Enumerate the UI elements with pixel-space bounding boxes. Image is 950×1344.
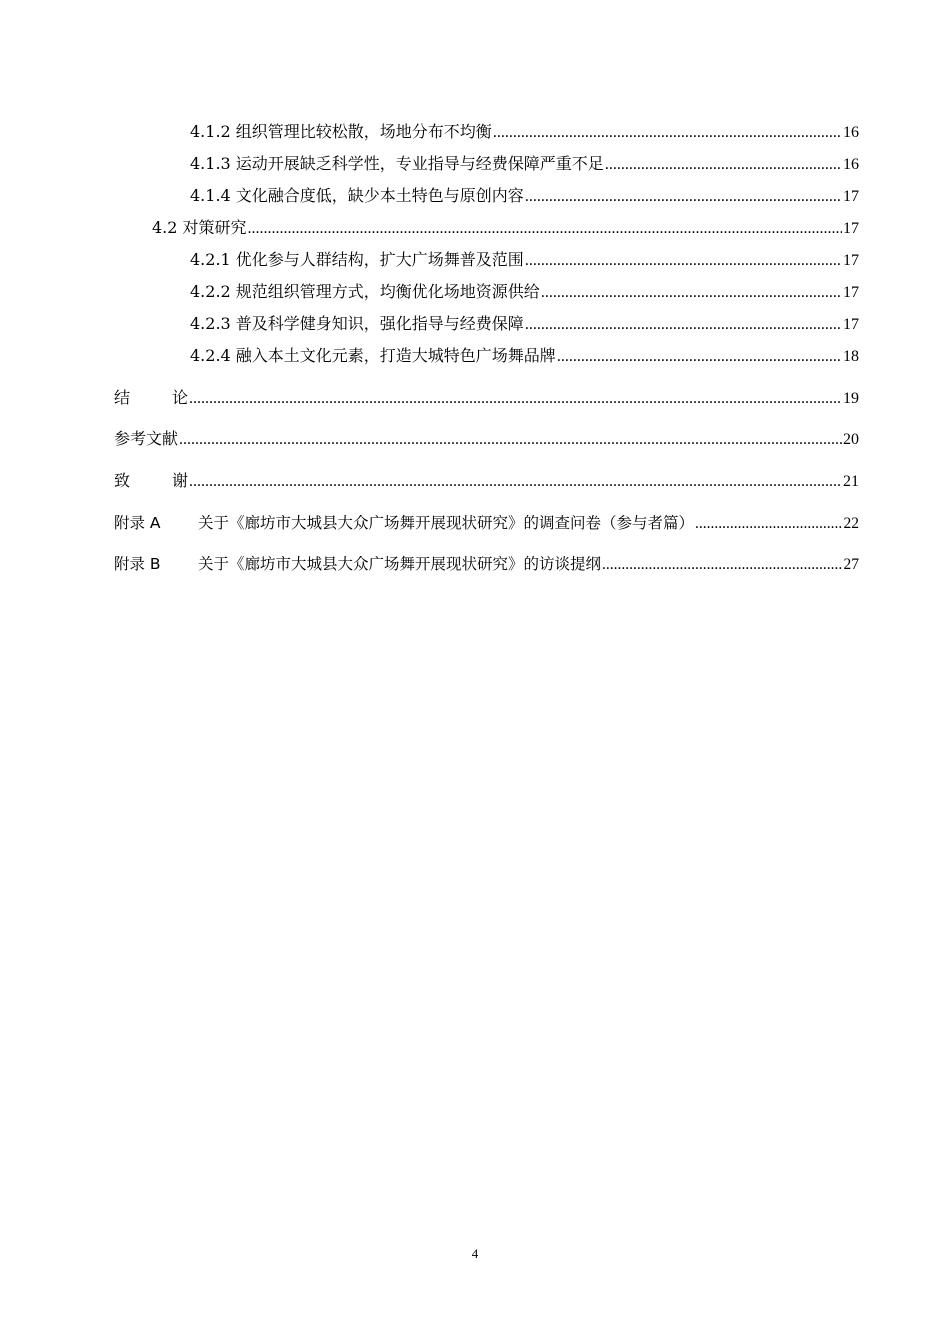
toc-leader-dots: [525, 187, 842, 207]
toc-entry-label: [114, 388, 188, 408]
toc-leader-dots: [695, 514, 842, 534]
toc-entry-label: 4.2.2 规范组织管理方式，均衡优化场地资源供给: [190, 282, 540, 301]
toc-leader-dots: [525, 251, 842, 271]
toc-entry-4-1-2[interactable]: [190, 122, 859, 143]
toc-leader-dots: [248, 219, 842, 239]
toc-entry-label: 4.2 对策研究: [152, 218, 247, 237]
toc-entry-label: [114, 471, 188, 491]
toc-entry-page: 17: [843, 284, 859, 301]
toc-entry-page: 19: [843, 390, 859, 407]
toc-entry-conclusion[interactable]: [114, 388, 859, 409]
toc-entry-page: 17: [843, 316, 859, 333]
page-number: 4: [471, 1246, 479, 1261]
toc-leader-dots: [189, 389, 842, 409]
appendix-prefix: 附录 B: [114, 555, 161, 573]
toc-entry-label: [114, 554, 601, 574]
toc-entry-4-1-4[interactable]: [190, 186, 859, 207]
toc-entry-page: 22: [843, 515, 859, 532]
toc-entry-label: 4.2.4 融入本土文化元素，打造大城特色广场舞品牌: [190, 346, 556, 365]
toc-entry-4-2[interactable]: [152, 218, 859, 239]
toc-entry-4-1-3[interactable]: [190, 154, 859, 175]
appendix-title: 关于《廊坊市大城县大众广场舞开展现状研究》的调查问卷（参与者篇）: [198, 514, 695, 532]
toc-entry-page: 18: [843, 348, 859, 365]
toc-entry-references[interactable]: [114, 429, 859, 450]
toc-leader-dots: [541, 283, 842, 303]
toc-entry-4-2-1[interactable]: [190, 250, 859, 271]
toc-leader-dots: [602, 555, 842, 575]
toc-entry-label: 4.2.1 优化参与人群结构，扩大广场舞普及范围: [190, 250, 524, 269]
toc-char: 致: [114, 471, 131, 490]
toc-entry-page: 17: [843, 188, 859, 205]
toc-entry-page: 16: [843, 124, 859, 141]
toc-leader-dots: [189, 472, 842, 492]
toc-entry-page: 17: [843, 220, 859, 237]
toc-entry-page: 17: [843, 252, 859, 269]
toc-entry-4-2-4[interactable]: [190, 346, 859, 367]
toc-leader-dots: [179, 430, 842, 450]
appendix-title: 关于《廊坊市大城县大众广场舞开展现状研究》的访谈提纲: [198, 555, 602, 573]
toc-char: 谢: [172, 471, 189, 490]
toc-entry-page: 16: [843, 156, 859, 173]
toc-entry-page: 20: [843, 431, 859, 448]
toc-leader-dots: [605, 155, 842, 175]
toc-entry-label: 4.1.4 文化融合度低，缺少本土特色与原创内容: [190, 186, 524, 205]
appendix-prefix: 附录 A: [114, 514, 161, 532]
toc-leader-dots: [557, 347, 842, 367]
toc-char: 论: [172, 388, 189, 407]
toc-entry-page: 21: [843, 473, 859, 490]
toc-entry-label: [114, 513, 694, 533]
toc-entry-acknowledgements[interactable]: [114, 471, 859, 492]
toc-entry-page: 27: [843, 556, 859, 573]
toc-entry-label: 4.1.3 运动开展缺乏科学性，专业指导与经费保障严重不足: [190, 154, 604, 173]
toc-char: 结: [114, 388, 131, 407]
toc-leader-dots: [525, 315, 842, 335]
toc-entry-appendix-a[interactable]: [114, 513, 859, 534]
toc-entry-appendix-b[interactable]: [114, 554, 859, 575]
toc-entry-4-2-2[interactable]: [190, 282, 859, 303]
toc-entry-4-2-3[interactable]: [190, 314, 859, 335]
toc-leader-dots: [493, 123, 842, 143]
toc-entry-label: 4.2.3 普及科学健身知识，强化指导与经费保障: [190, 314, 524, 333]
toc-entry-label: 参考文献: [114, 429, 179, 448]
toc-entry-label: 4.1.2 组织管理比较松散，场地分布不均衡: [190, 122, 492, 141]
